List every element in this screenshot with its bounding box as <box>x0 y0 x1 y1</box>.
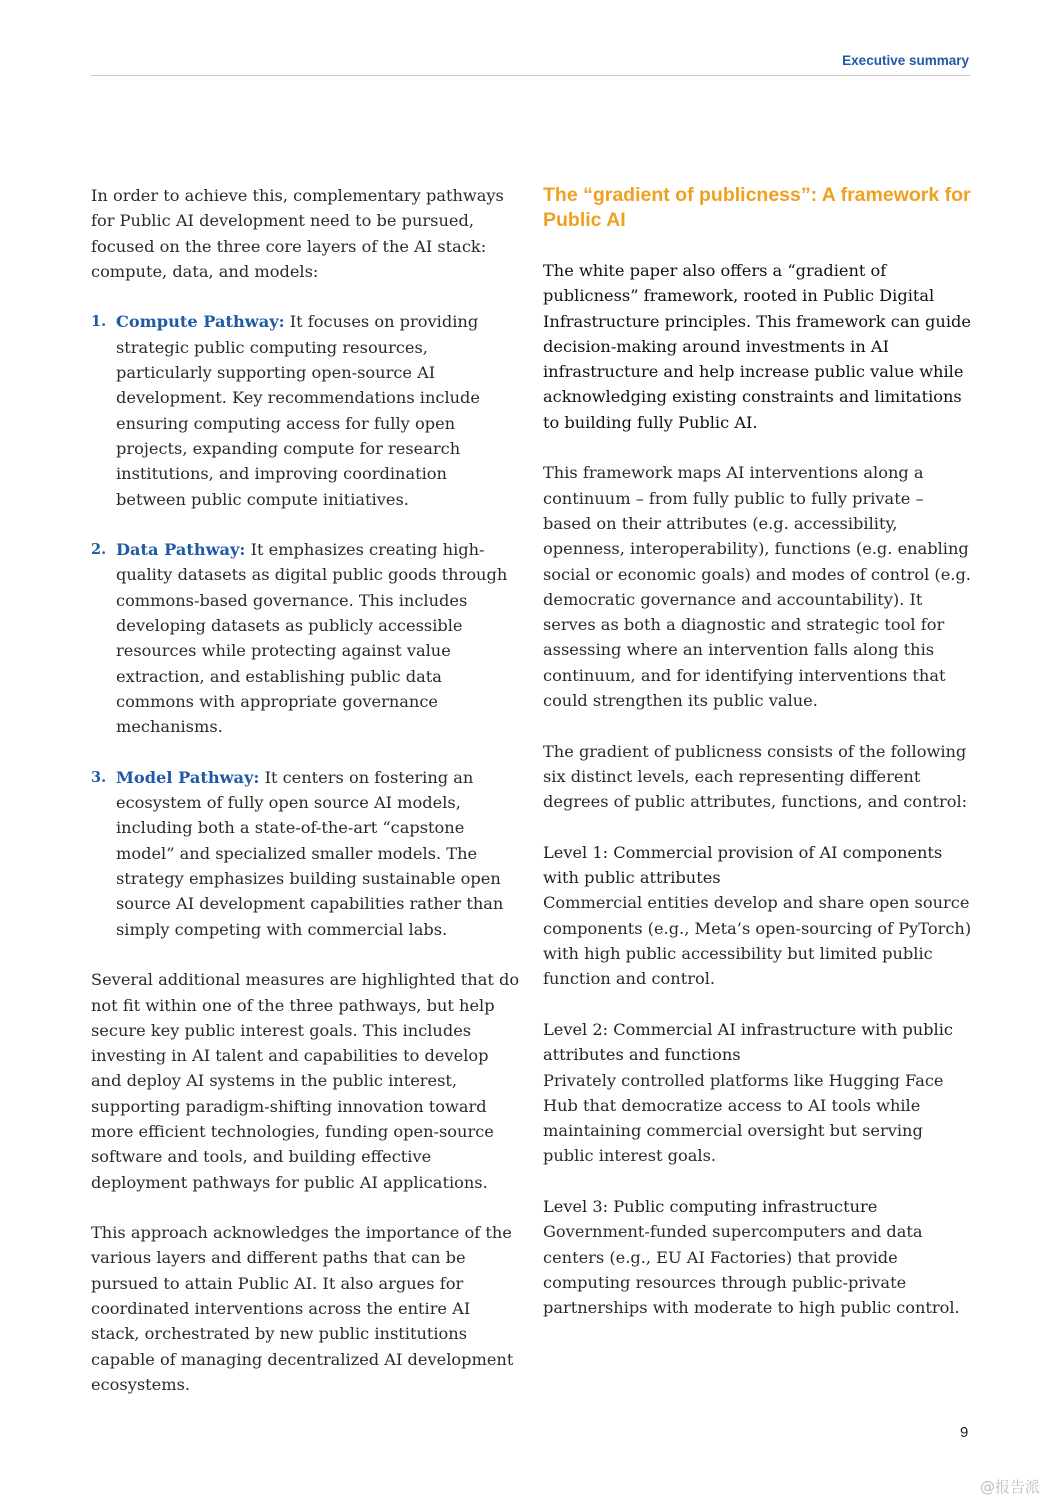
page-number: 9 <box>960 1424 969 1441</box>
pathway-item-data <box>91 537 521 739</box>
level-3 <box>543 1194 973 1320</box>
level-text: Commercial entities develop and share open source components (e.g., Meta’s open-sourcing of PyTorch) with high public accessibility but limited public function and control. <box>543 893 972 989</box>
pathway-item-compute <box>91 309 521 511</box>
level-title: Level 1: Commercial provision of AI components with public attributes <box>543 842 943 888</box>
level-text: Government-funded supercomputers and data centers (e.g., EU AI Factories) that provide computing resources through public-private partnerships with moderate to high public control. <box>543 1222 960 1318</box>
level-title: Level 3: Public computing infrastructure <box>543 1196 878 1216</box>
additional-measures-paragraph: Several additional measures are highlighted that do not fit within one of the three pathways, but help secure key public interest goals. This includes investing in AI talent and capabilities to develop and deploy AI systems in the public interest, supporting paradigm-shifting innovation toward more efficient technologies, funding open-source software and tools, and building effective deployment pathways for public AI applications. <box>91 970 520 1192</box>
pathway-title: Model Pathway: <box>116 767 260 787</box>
list-number: 3. <box>91 768 107 786</box>
header-divider <box>91 75 970 76</box>
pathway-text: It centers on fostering an ecosystem of fully open source AI models, including both a state-of-the-art “capstone model” and specialized smaller models. The strategy emphasizes building sustainable open source AI development capabilities rather than simply competing with commercial labs. <box>116 767 504 939</box>
pathway-list <box>91 309 521 941</box>
list-number: 1. <box>91 313 107 331</box>
level-title: Level 2: Commercial AI infrastructure with public attributes and functions <box>543 1019 953 1065</box>
intro-paragraph: In order to achieve this, complementary pathways for Public AI development need to be pursued, focused on the three core layers of the AI stack: compute, data, and models: <box>91 186 504 281</box>
approach-paragraph: This approach acknowledges the importance of the various layers and different paths that can be pursued to attain Public AI. It also argues for coordinated interventions across the entire AI stack, orchestrated by new public institutions capable of managing decentralized AI development ecosystems. <box>91 1223 514 1394</box>
pathway-item-model <box>91 765 521 942</box>
section-heading: The “gradient of publicness”: A framework for Public AI <box>543 184 971 231</box>
levels-intro-paragraph: The gradient of publicness consists of the following six distinct levels, each representing different degrees of public attributes, functions, and control: <box>543 741 968 812</box>
framework-intro-paragraph: The white paper also offers a “gradient of publicness” framework, rooted in Public Digital Infrastructure principles. This framework can guide decision-making around investments in AI infrastructure and help increase public value while acknowledging existing constraints and limitations to building fully Public AI. <box>543 261 971 432</box>
pathway-title: Compute Pathway: <box>116 312 285 332</box>
section-label: Executive summary <box>842 53 969 68</box>
level-1 <box>543 840 973 992</box>
right-column <box>543 183 973 1346</box>
pathway-text: It focuses on providing strategic public computing resources, particularly supporting open-source AI development. Key recommendations include ensuring computing access for fully open projects, expanding compute for research institutions, and improving coordination between public compute initiatives. <box>116 312 480 509</box>
framework-description-paragraph: This framework maps AI interventions along a continuum – from fully public to fully private – based on their attributes (e.g. accessibility, openness, interoperability), functions (e.g. enabling social or economic goals) and modes of control (e.g. democratic governance and accountability). It serves as both a diagnostic and strategic tool for assessing where an intervention falls along this continuum, and for identifying interventions that could strengthen its public value. <box>543 463 971 711</box>
list-number: 2. <box>91 541 107 559</box>
pathway-text: It emphasizes creating high-quality datasets as digital public goods through commons-based governance. This includes developing datasets as publicly accessible resources while protecting against value extraction, and establishing public data commons with appropriate governance mechanisms. <box>116 540 508 737</box>
watermark: @报告派 <box>980 1478 1041 1496</box>
left-column <box>91 183 521 1423</box>
pathway-title: Data Pathway: <box>116 540 246 560</box>
level-2 <box>543 1017 973 1169</box>
level-text: Privately controlled platforms like Hugging Face Hub that democratize access to AI tools while maintaining commercial oversight but serving public interest goals. <box>543 1070 944 1166</box>
